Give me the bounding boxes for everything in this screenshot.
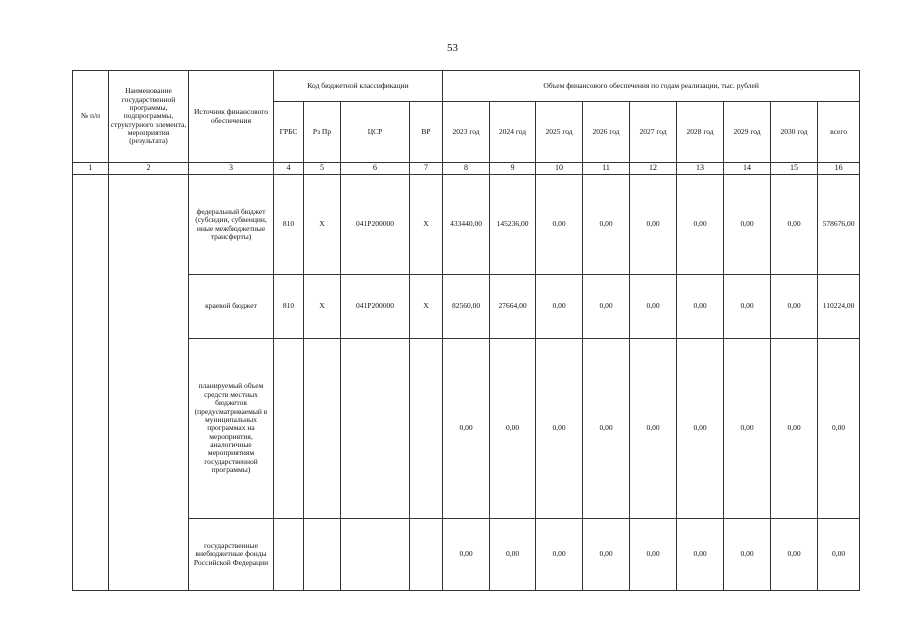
- rzpr-cell: Х: [304, 275, 341, 339]
- value-cell: 0,00: [536, 275, 583, 339]
- column-number: 6: [341, 163, 410, 175]
- header-code-col: ЦСР: [341, 102, 410, 163]
- column-number: 9: [490, 163, 536, 175]
- header-year-col: 2024 год: [490, 102, 536, 163]
- value-cell: 0,00: [630, 175, 677, 275]
- value-cell: 0,00: [443, 339, 490, 519]
- table-row: [73, 275, 860, 339]
- budget-table: [72, 70, 860, 591]
- value-cell: 0,00: [677, 175, 724, 275]
- header-code-col: ВР: [410, 102, 443, 163]
- table-row: [73, 339, 860, 519]
- vr-cell: Х: [410, 275, 443, 339]
- value-cell: 0,00: [630, 339, 677, 519]
- vr-cell: Х: [410, 175, 443, 275]
- header-col-source: Источник финансового обеспечения: [189, 71, 274, 163]
- column-numbers-row: [73, 163, 860, 175]
- value-cell: 0,00: [724, 175, 771, 275]
- header-row-1: [73, 71, 860, 102]
- header-col-no: № п/п: [73, 71, 109, 163]
- value-cell: 0,00: [677, 339, 724, 519]
- value-cell: 578676,00: [818, 175, 860, 275]
- column-number: 4: [274, 163, 304, 175]
- value-cell: 0,00: [677, 519, 724, 591]
- column-number: 14: [724, 163, 771, 175]
- header-year-col: 2025 год: [536, 102, 583, 163]
- value-cell: 82560,00: [443, 275, 490, 339]
- header-year-col: 2023 год: [443, 102, 490, 163]
- value-cell: 0,00: [490, 339, 536, 519]
- rzpr-cell: [304, 339, 341, 519]
- csr-cell: 041Р200000: [341, 275, 410, 339]
- header-code-col: Рз Пр: [304, 102, 341, 163]
- column-number: 12: [630, 163, 677, 175]
- grbs-cell: [274, 519, 304, 591]
- vr-cell: [410, 519, 443, 591]
- value-cell: 0,00: [818, 519, 860, 591]
- column-number: 7: [410, 163, 443, 175]
- table-row: [73, 519, 860, 591]
- source-cell: краевой бюджет: [189, 275, 274, 339]
- row-no-cell: [73, 175, 109, 591]
- header-year-col: 2027 год: [630, 102, 677, 163]
- value-cell: 0,00: [536, 175, 583, 275]
- value-cell: 0,00: [583, 275, 630, 339]
- header-code-col: ГРБС: [274, 102, 304, 163]
- column-number: 1: [73, 163, 109, 175]
- value-cell: 0,00: [818, 339, 860, 519]
- value-cell: 145236,00: [490, 175, 536, 275]
- value-cell: 0,00: [677, 275, 724, 339]
- column-number: 10: [536, 163, 583, 175]
- column-number: 8: [443, 163, 490, 175]
- value-cell: 0,00: [630, 275, 677, 339]
- grbs-cell: 810: [274, 175, 304, 275]
- column-number: 11: [583, 163, 630, 175]
- column-number: 15: [771, 163, 818, 175]
- source-cell: планируемый объем средств местных бюджетов (предусматриваемый в муниципальных программах на мероприятия, аналогичные мероприятиям государственной программы): [189, 339, 274, 519]
- value-cell: 0,00: [536, 519, 583, 591]
- csr-cell: [341, 339, 410, 519]
- column-number: 5: [304, 163, 341, 175]
- csr-cell: 041Р200000: [341, 175, 410, 275]
- value-cell: 0,00: [583, 339, 630, 519]
- rzpr-cell: Х: [304, 175, 341, 275]
- source-cell: федеральный бюджет (субсидии, субвенции, иные межбюджетные трансферты): [189, 175, 274, 275]
- header-year-col: 2026 год: [583, 102, 630, 163]
- value-cell: 0,00: [583, 175, 630, 275]
- value-cell: 0,00: [771, 175, 818, 275]
- rzpr-cell: [304, 519, 341, 591]
- header-year-col: всего: [818, 102, 860, 163]
- value-cell: 0,00: [771, 275, 818, 339]
- header-year-col: 2030 год: [771, 102, 818, 163]
- value-cell: 0,00: [724, 339, 771, 519]
- grbs-cell: [274, 339, 304, 519]
- value-cell: 0,00: [536, 339, 583, 519]
- value-cell: 433440,00: [443, 175, 490, 275]
- row-name-cell: [109, 175, 189, 591]
- value-cell: 0,00: [583, 519, 630, 591]
- column-number: 13: [677, 163, 724, 175]
- source-cell: государственные внебюджетные фонды Российской Федерации: [189, 519, 274, 591]
- value-cell: 0,00: [443, 519, 490, 591]
- column-number: 3: [189, 163, 274, 175]
- value-cell: 0,00: [630, 519, 677, 591]
- value-cell: 0,00: [724, 519, 771, 591]
- grbs-cell: 810: [274, 275, 304, 339]
- header-year-col: 2029 год: [724, 102, 771, 163]
- header-col-name: Наименование государственной программы, подпрограммы, структурного элемента, мероприятия (результата): [109, 71, 189, 163]
- value-cell: 0,00: [771, 339, 818, 519]
- page-number: 53: [447, 42, 458, 54]
- value-cell: 110224,00: [818, 275, 860, 339]
- header-year-col: 2028 год: [677, 102, 724, 163]
- csr-cell: [341, 519, 410, 591]
- vr-cell: [410, 339, 443, 519]
- header-group-code: Код бюджетной классификации: [274, 71, 443, 102]
- value-cell: 0,00: [724, 275, 771, 339]
- header-group-volume: Объем финансового обеспечения по годам реализации, тыс. рублей: [443, 71, 860, 102]
- column-number: 16: [818, 163, 860, 175]
- table-row: [73, 175, 860, 275]
- value-cell: 0,00: [490, 519, 536, 591]
- column-number: 2: [109, 163, 189, 175]
- value-cell: 27664,00: [490, 275, 536, 339]
- value-cell: 0,00: [771, 519, 818, 591]
